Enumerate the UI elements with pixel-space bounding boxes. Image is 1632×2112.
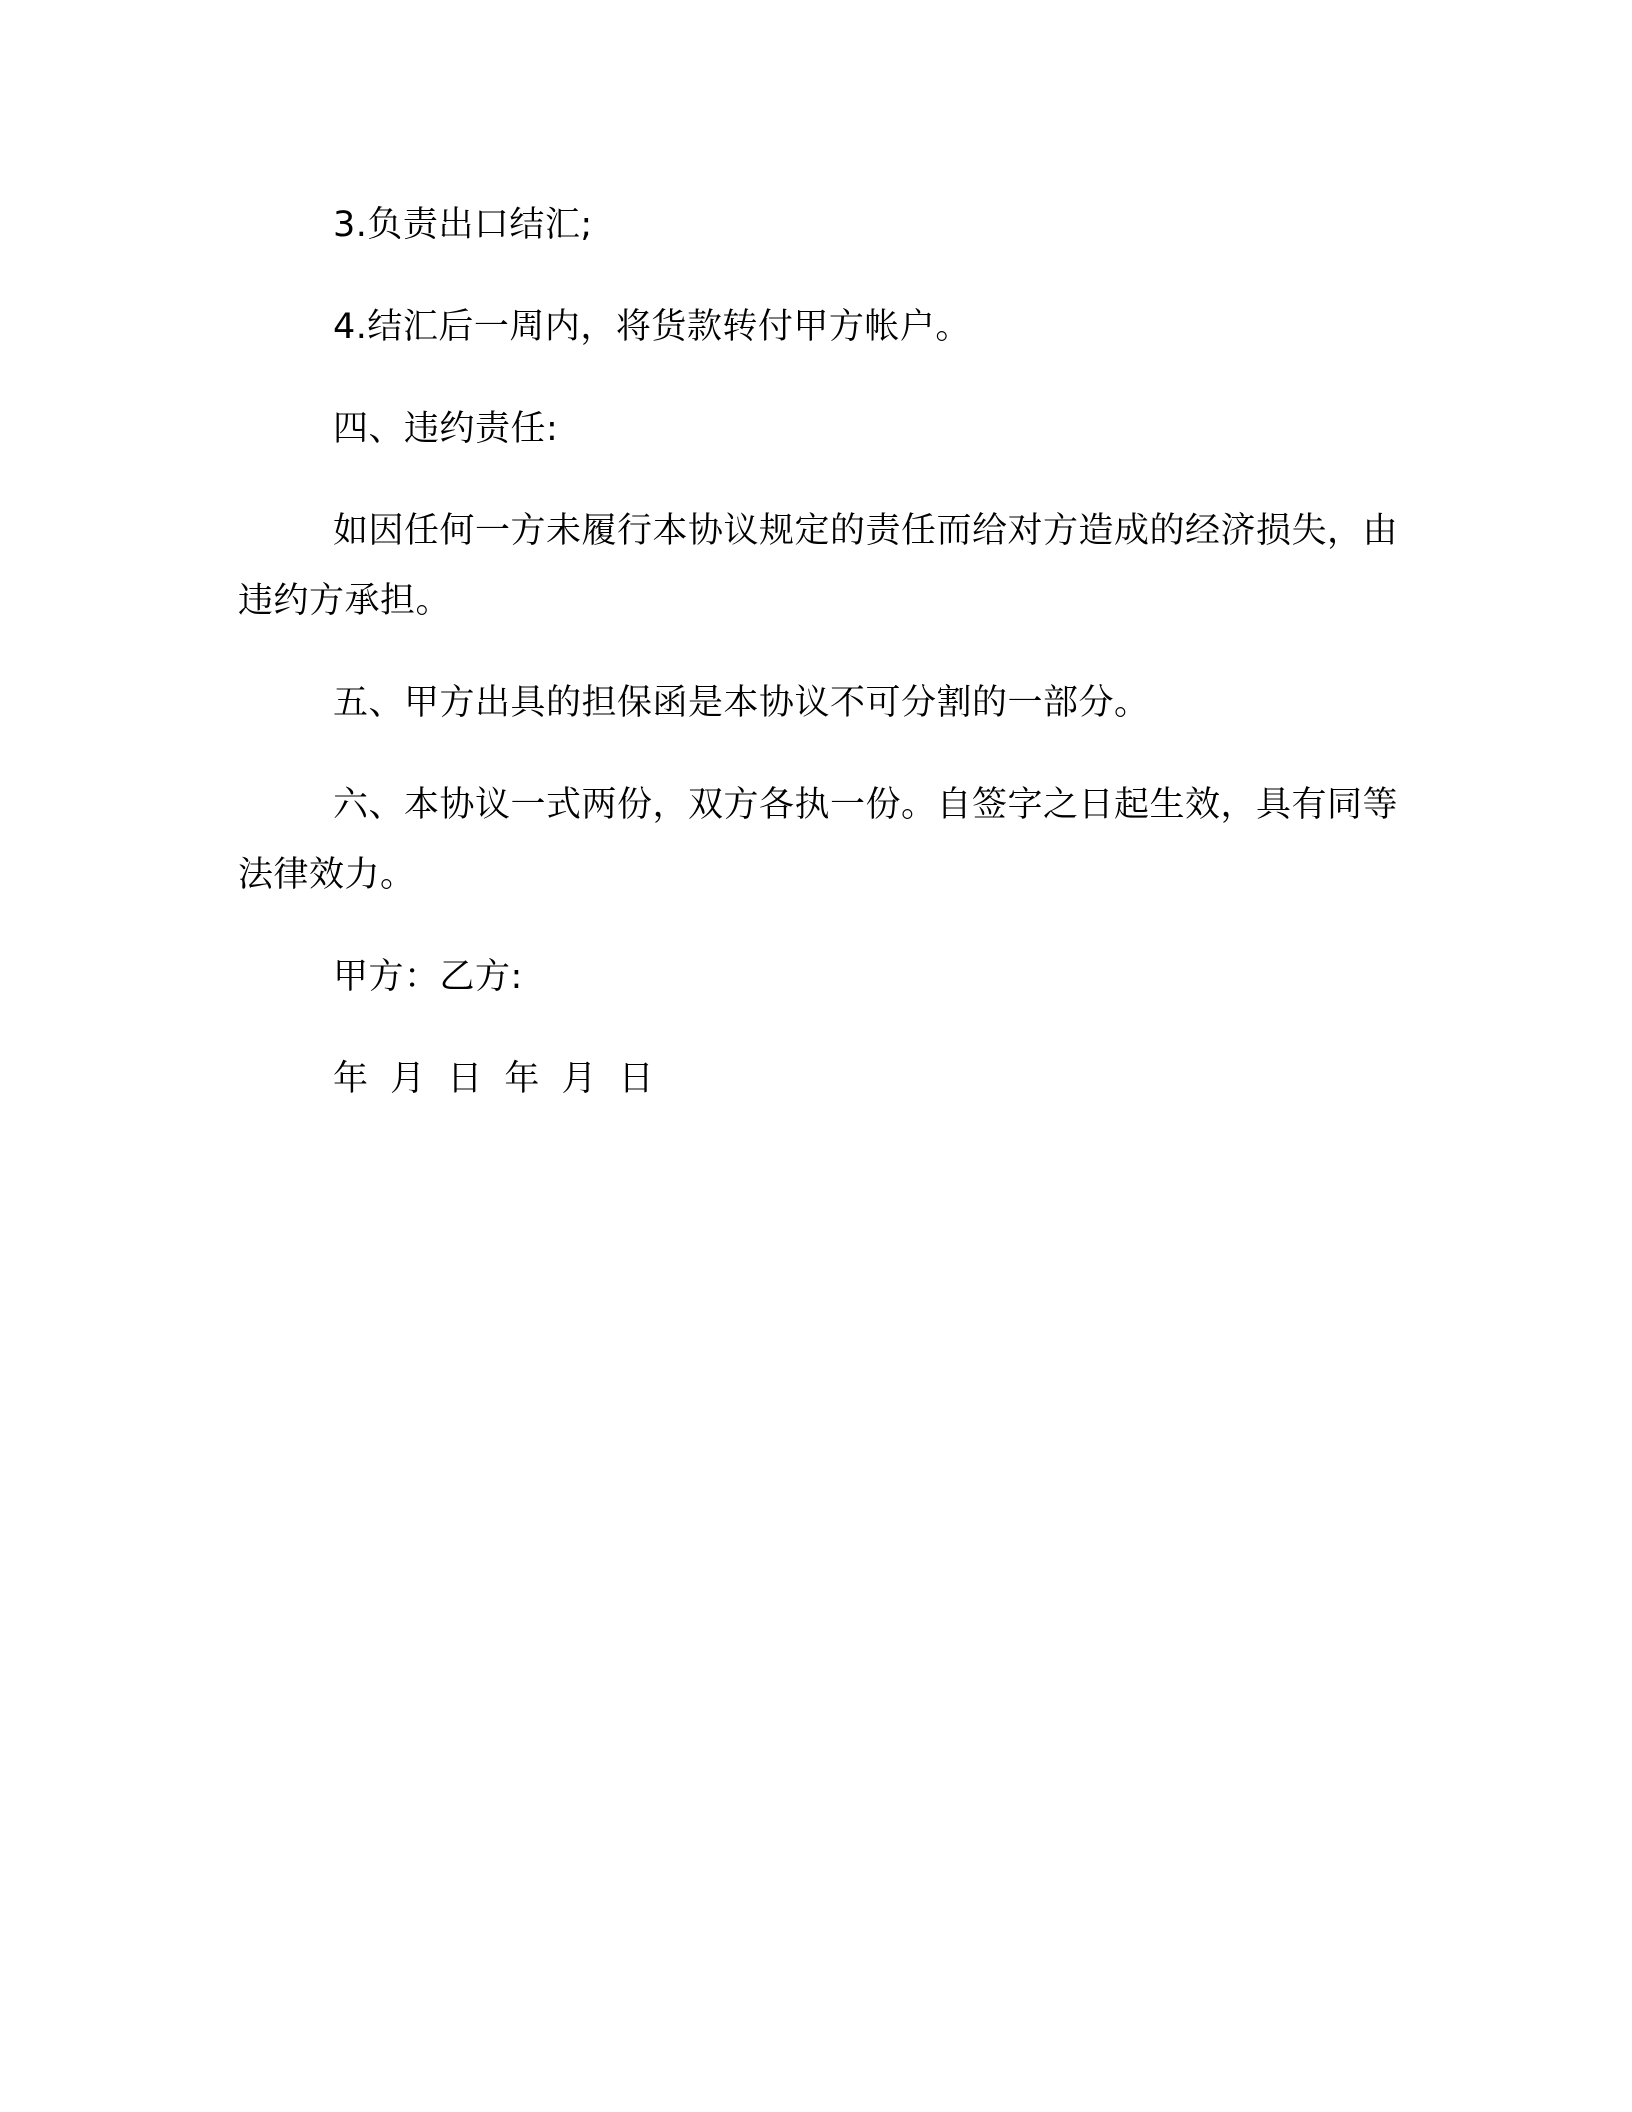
paragraph-transfer-payment: 4.结汇后一周内，将货款转付甲方帐户。 (333, 307, 971, 347)
paragraph-liability-clause: 如因任何一方未履行本协议规定的责任而给对方造成的经济损失，由违约方承担。 (238, 511, 1399, 621)
section-heading-liability: 四、违约责任: (333, 409, 559, 449)
paragraph-copies-effect: 六、本协议一式两份，双方各执一份。自签字之日起生效，具有同等法律效力。 (238, 785, 1399, 895)
paragraph-guarantee-letter: 五、甲方出具的担保函是本协议不可分割的一部分。 (333, 683, 1150, 723)
paragraph-export-settlement: 3.负责出口结汇; (333, 205, 593, 245)
signature-parties: 甲方：乙方: (333, 957, 523, 997)
signature-dates: 年 月 日 年 月 日 (333, 1059, 655, 1099)
document-body (238, 190, 1404, 1114)
